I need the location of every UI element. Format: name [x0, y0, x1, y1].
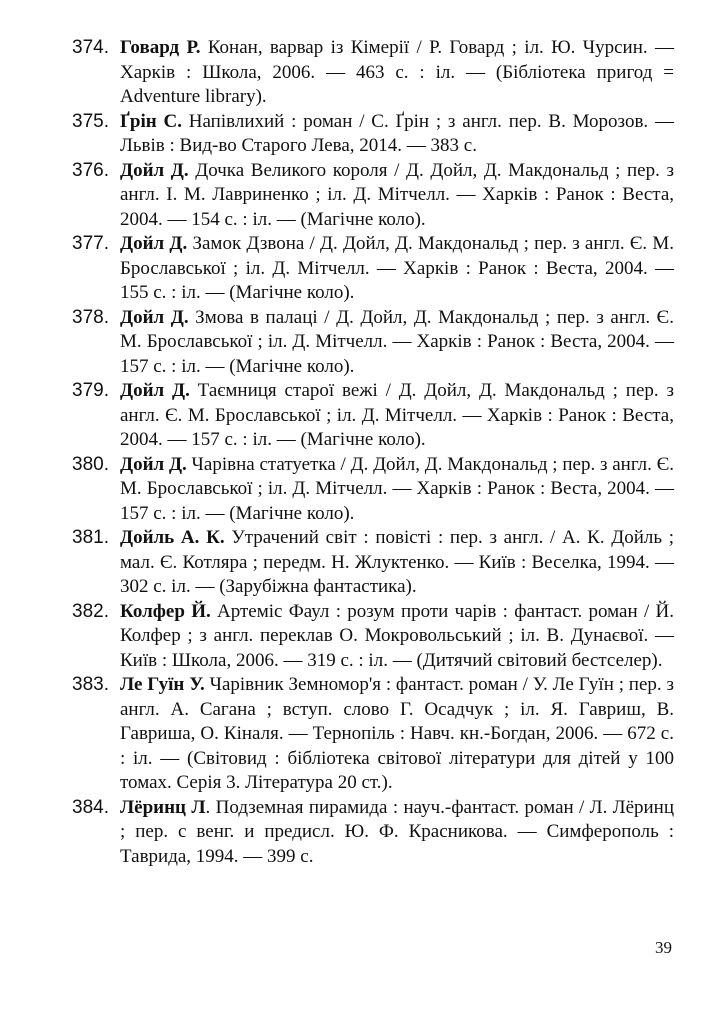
entry-description: Утрачений світ : повісті : пер. з англ. / А. К. Дойль ; мал. Є. Котляра ; передм. Н. Жлуктенко. — Київ : Веселка, 1994. — 302 с. іл. — (Зарубіжна фантастика).: [120, 527, 675, 597]
entry-number: 378.: [72, 306, 109, 328]
bibliography-entry: [72, 306, 674, 380]
entry-number: 384.: [72, 796, 109, 818]
entry-number: 376.: [72, 159, 109, 181]
entry-description: Чарівна статуетка / Д. Дойл, Д. Макдональд ; пер. з англ. Є. М. Брославської ; іл. Д. Мітчелл. — Харків : Ранок : Веста, 2004. — 157 с. : іл. — (Магічне коло).: [120, 453, 674, 524]
bibliography-entry: [72, 600, 674, 674]
entry-description: Артеміс Фаул : розум проти чарів : фантаст. роман / Й. Колфер ; з англ. переклав О. Мокровольський ; іл. В. Дунаєвої. — Київ : Школа, 2006. — 319 с. : іл. — (Дитячий світовий бестселер).: [120, 600, 674, 671]
entry-number: 374.: [72, 37, 109, 58]
entry-description: Змова в палаці / Д. Дойл, Д. Макдональд ; пер. з англ. Є. М. Брославської ; іл. Д. Мітчелл. — Харків : Ранок : Веста, 2004. — 157 с. : іл. — (Магічне коло).: [120, 306, 674, 377]
entry-description: Таємниця старої вежі / Д. Дойл, Д. Макдональд ; пер. з англ. Є. М. Брославської ; іл. Д. Мітчелл. — Харків : Ранок : Веста, 2004. — 157 с. : іл. — (Магічне коло).: [120, 380, 674, 450]
entry-number: 379.: [72, 380, 109, 401]
bibliography-entry: [72, 453, 674, 527]
page-number: 39: [655, 938, 672, 957]
bibliography-entry: [72, 110, 674, 159]
entry-description: Замок Дзвона / Д. Дойл, Д. Макдональд ; пер. з англ. Є. М. Брославської ; іл. Д. Мітчелл. — Харків : Ранок : Веста, 2004. — 155 с. : іл. — (Магічне коло).: [120, 233, 674, 303]
entry-author: Лёринц Л: [120, 796, 206, 818]
entry-author: Колфер Й.: [120, 600, 211, 622]
entry-number: 380.: [72, 453, 109, 475]
entry-author: Дойл Д.: [120, 306, 189, 328]
entry-description: Чарівник Земномор'я : фантаст. роман / У. Ле Гуїн ; пер. з англ. А. Сагана ; вступ. слово Г. Осадчук ; іл. Я. Гавриш, В. Гавриша, О. Кіналя. — Тернопіль : Навч. кн.-Богдан, 2006. — 672 с. : іл. — (Світовид : бібліотека світової літератури для дітей у 100 томах. Серія 3. Література 20 ст.).: [120, 674, 674, 793]
bibliography-entry: [72, 36, 674, 110]
entry-description: . Подземная пирамида : науч.-фантаст. роман / Л. Лёринц ; пер. с венг. и предисл. Ю. Ф. Красникова. — Симферополь : Таврида, 1994. — 399 с.: [120, 796, 675, 867]
entry-number: 381.: [72, 527, 109, 548]
bibliography-entry: [72, 526, 674, 600]
entry-author: Дойл Д.: [120, 159, 189, 181]
entry-number: 382.: [72, 600, 109, 622]
entry-description: Напівлихий : роман / С. Ґрін ; з англ. пер. В. Морозов. — Львів : Вид-во Старого Лева, 2014. — 383 с.: [120, 110, 674, 156]
entry-number: 375.: [72, 110, 109, 132]
entry-description: Дочка Великого короля / Д. Дойл, Д. Макдональд ; пер. з англ. І. М. Лавриненко ; іл. Д. Мітчелл. — Харків : Ранок : Веста, 2004. — 154 с. : іл. — (Магічне коло).: [120, 159, 674, 230]
entry-author: Дойль А. К.: [120, 527, 225, 548]
bibliography-entry: [72, 673, 674, 796]
entry-author: Дойл Д.: [120, 233, 188, 254]
bibliography-entry: [72, 379, 674, 453]
bibliography-entry: [72, 796, 674, 870]
entry-number: 383.: [72, 674, 109, 695]
entry-number: 377.: [72, 233, 109, 254]
entry-author: Ле Гуїн У.: [120, 674, 205, 695]
bibliography-entry: [72, 232, 674, 306]
entry-author: Ґрін С.: [120, 110, 182, 132]
bibliography-entry: [72, 159, 674, 233]
entry-description: Конан, варвар із Кімерії / Р. Говард ; іл. Ю. Чурсин. — Харків : Школа, 2006. — 463 с. : іл. — (Бібліотека пригод = Adventure library).: [120, 37, 674, 107]
entry-author: Говард Р.: [120, 37, 201, 58]
bibliography-list: [72, 36, 674, 869]
entry-author: Дойл Д.: [120, 453, 187, 475]
entry-author: Дойл Д.: [120, 380, 190, 401]
